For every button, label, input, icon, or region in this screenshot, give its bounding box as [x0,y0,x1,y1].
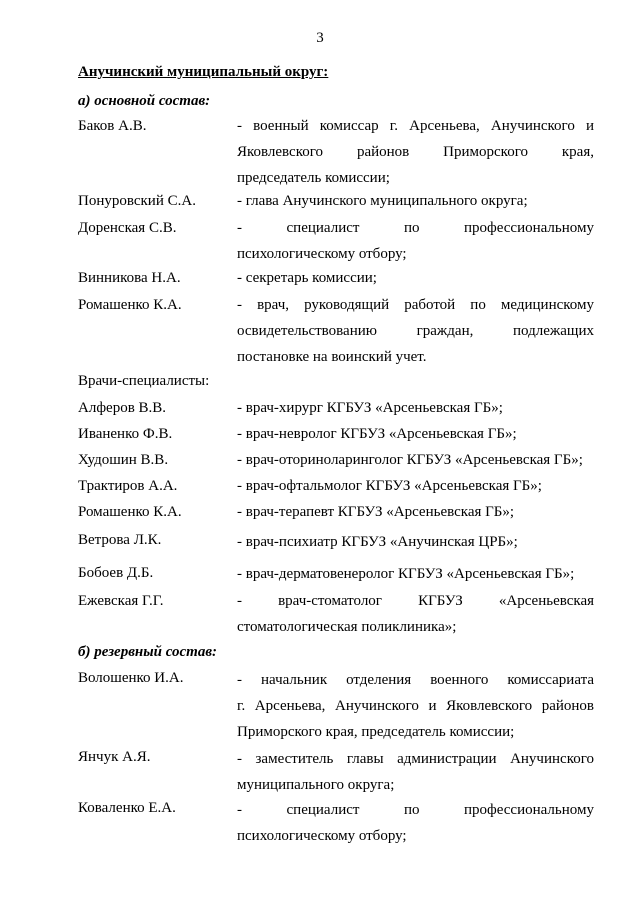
doctor-name: Алферов В.В. [78,400,167,416]
role-line: стоматологическая поликлиника»; [237,619,457,635]
doctor-role [237,588,594,640]
role-line: - врач, руководящий работой по медицинскому [237,297,594,313]
member-role [237,188,594,214]
role-line: - врач-оториноларинголог КГБУЗ «Арсеньевская ГБ»; [237,452,583,468]
reserve-composition-title: б) резервный состав: [78,644,218,660]
role-line: Приморского края, председатель комиссии; [237,724,515,740]
doctor-name: Иваненко Ф.В. [78,426,173,442]
doctor-name: Ромашенко К.А. [78,504,182,520]
role-line: - врач-невролог КГБУЗ «Арсеньевская ГБ»; [237,426,517,442]
reserve-member-name: Волошенко И.А. [78,670,184,686]
doctor-role [237,395,594,421]
reserve-member-name: Янчук А.Я. [78,749,151,765]
role-line: освидетельствованию граждан, подлежащих [237,323,594,339]
role-line: - глава Анучинского муниципального округа; [237,193,528,209]
member-role [237,113,594,191]
role-line: постановке на воинский учет. [237,349,427,365]
section-title: Анучинский муниципальный округ: [78,64,329,80]
role-line: - врач-терапевт КГБУЗ «Арсеньевская ГБ»; [237,504,515,520]
page-number: 3 [316,30,324,46]
role-line: - заместитель главы администрации Анучинского [237,751,594,767]
member-role [237,265,594,291]
doctor-name: Трактиров А.А. [78,478,178,494]
role-line: муниципального округа; [237,777,395,793]
member-role [237,292,594,370]
role-line: председатель комиссии; [237,170,390,186]
member-name: Ромашенко К.А. [78,297,182,313]
doctor-name: Худошин В.В. [78,452,169,468]
role-line: - врач-психиатр КГБУЗ «Анучинская ЦРБ»; [237,534,518,550]
doctor-name: Ежевская Г.Г. [78,593,164,609]
member-name: Баков А.В. [78,118,147,134]
reserve-member-name: Коваленко Е.А. [78,800,176,816]
doctor-role [237,421,594,447]
role-line: г. Арсеньева, Анучинского и Яковлевского районов [237,698,594,714]
doctor-role [237,561,594,587]
reserve-member-role [237,746,594,798]
role-line: психологическому отбору; [237,828,407,844]
member-name: Доренская С.В. [78,220,177,236]
doctors-title: Врачи-специалисты: [78,373,210,389]
role-line: - специалист по профессиональному [237,802,594,818]
doctor-name: Ветрова Л.К. [78,532,162,548]
role-line: психологическому отбору; [237,246,407,262]
role-line: - секретарь комиссии; [237,270,377,286]
role-line: - врач-хирург КГБУЗ «Арсеньевская ГБ»; [237,400,503,416]
member-role [237,215,594,267]
role-line: - врач-офтальмолог КГБУЗ «Арсеньевская ГБ»; [237,478,542,494]
main-composition-title: а) основной состав: [78,93,211,109]
role-line: Яковлевского районов Приморского края, [237,144,594,160]
role-line: - врач-стоматолог КГБУЗ «Арсеньевская [237,593,594,609]
role-line: - военный комиссар г. Арсеньева, Анучинского и [237,118,594,134]
role-line: - врач-дерматовенеролог КГБУЗ «Арсеньевская ГБ»; [237,566,575,582]
member-name: Винникова Н.А. [78,270,181,286]
reserve-member-role [237,667,594,745]
role-line: - начальник отделения военного комиссариата [237,672,594,688]
doctor-role [237,447,594,473]
doctor-name: Бобоев Д.Б. [78,565,154,581]
reserve-member-role [237,797,594,849]
role-line: - специалист по профессиональному [237,220,594,236]
doctor-role [237,499,594,525]
doctor-role [237,473,594,499]
doctor-role [237,529,594,555]
member-name: Понуровский С.А. [78,193,196,209]
